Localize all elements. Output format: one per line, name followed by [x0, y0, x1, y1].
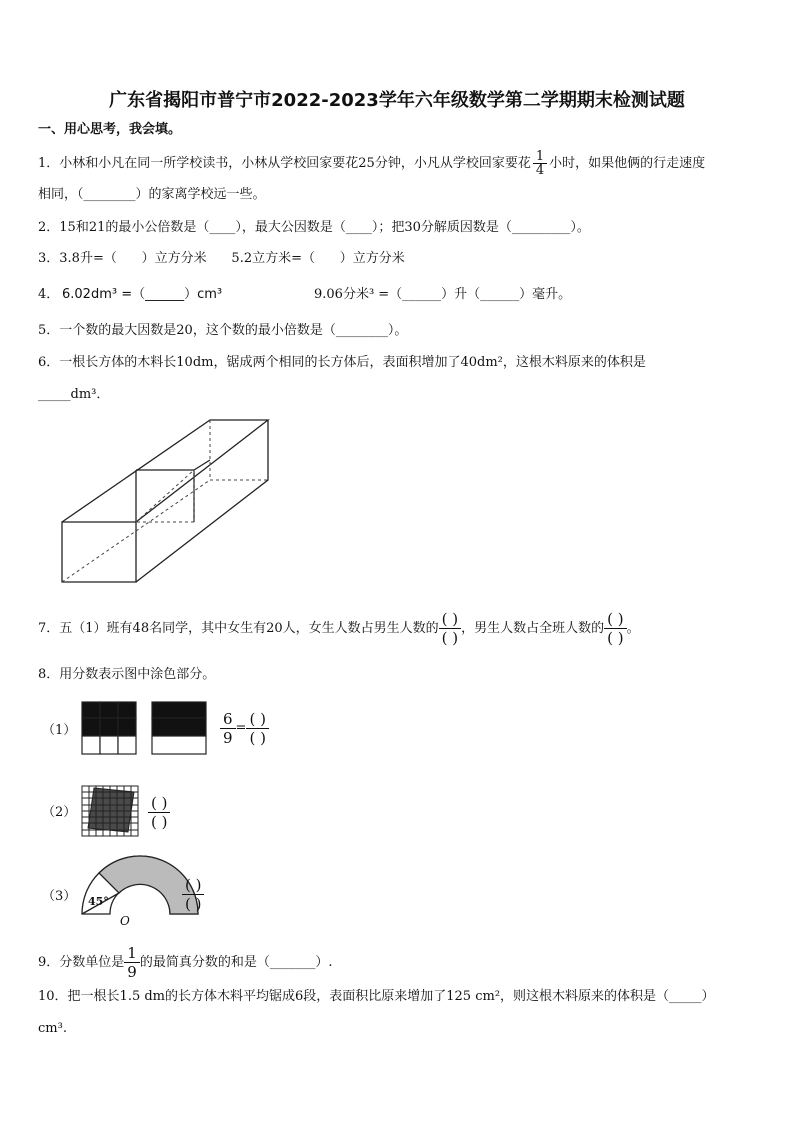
question-8: 8．用分数表示图中涂色部分。	[38, 667, 216, 682]
q7-blank-fraction-2: ( ) ( )	[604, 610, 626, 647]
grid-figure-2	[82, 786, 138, 836]
question-4-part-a: 6.02dm³ =（______）cm³	[62, 287, 223, 302]
question-10: 10．把一根长1.5 dm的长方体木料平均锯成6段，表面积比原来增加了125 cm²，则这根木料原来的体积是（_____）	[38, 989, 715, 1004]
q8-answer-1	[220, 710, 269, 747]
question-6: 6．一根长方体的木料长10dm，锯成两个相同的长方体后，表面积增加了40dm²，这根木料原来的体积是	[38, 355, 646, 370]
q7-text-a: 7．五（1）班有48名同学，其中女生有20人，女生人数占男生人数的	[38, 621, 439, 636]
angle-label: 45°	[88, 895, 109, 908]
q9-text-a: 9．分数单位是	[38, 955, 125, 970]
question-5: 5．一个数的最大因数是20，这个数的最小倍数是（________）。	[38, 323, 408, 338]
q9-text-b: 的最简真分数的和是（_______）.	[139, 955, 333, 970]
q1-text-a: 1．小林和小凡在同一所学校读书，小林从学校回家要花25分钟，小凡从学校回家要花	[38, 156, 531, 171]
q7-text-b: ，男生人数占全班人数的	[461, 621, 605, 636]
q8-answer-3	[182, 876, 204, 913]
grid-figure-1b	[152, 702, 206, 754]
grid-figure-1a	[82, 702, 136, 754]
center-label: O	[120, 914, 130, 928]
q1-text-b: 小时，如果他俩的行走速度	[549, 156, 706, 171]
question-2: 2．15和21的最小公倍数是（____），最大公因数是（____）；把30分解质因数是（_________）。	[38, 220, 590, 235]
question-6-line2: _____dm³．	[38, 387, 110, 402]
page-title: 广东省揭阳市普宁市2022-2023学年六年级数学第二学期期末检测试题	[109, 90, 685, 111]
q9-fraction: $\frac{1}{9}$	[124, 944, 140, 981]
q8-answer-2	[148, 794, 170, 831]
q8-blank-fraction-1: ( ) ( )	[246, 710, 268, 747]
question-1-line2: 相同，（________）的家离学校远一些。	[38, 187, 266, 202]
q7-text-c: 。	[626, 621, 640, 636]
q1-fraction: $\frac{1}{4}$	[533, 150, 547, 177]
q7-blank-fraction-1: ( ) ( )	[439, 610, 461, 647]
equals-sign: =	[235, 720, 247, 736]
q8-fraction-6-9: $\frac{6}{9}$	[220, 710, 236, 747]
question-4-label: 4．	[38, 287, 60, 302]
q8-label-2: （2）	[42, 805, 77, 820]
question-10-line2: cm³.	[38, 1021, 67, 1036]
question-3: 3．3.8升=（ ）立方分米 5.2立方米=（ ）立方分米	[38, 251, 405, 266]
q8-blank-fraction-2: ( ) ( )	[148, 794, 170, 831]
question-9	[38, 944, 332, 981]
q8-blank-fraction-3: ( ) ( )	[182, 876, 204, 913]
q8-label-3: （3）	[42, 889, 77, 904]
section-heading: 一、用心思考，我会填。	[38, 122, 182, 137]
q8-label-1: （1）	[42, 723, 77, 738]
question-4-part-b: 9.06分米³ =（______）升（______）毫升。	[314, 287, 572, 302]
